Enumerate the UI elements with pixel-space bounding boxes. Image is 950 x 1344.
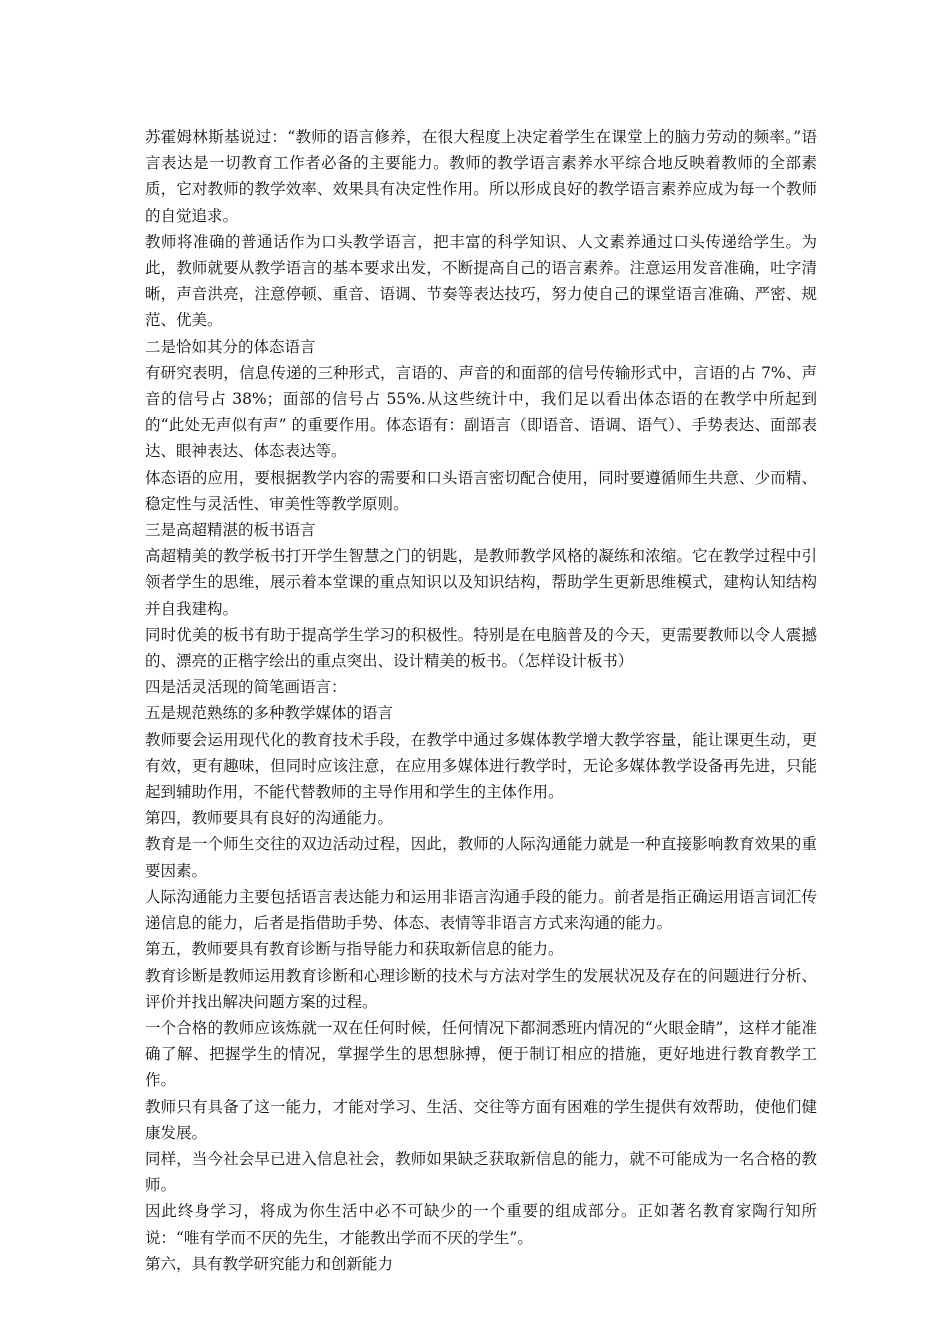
paragraph-oral-language: 教师将准确的普通话作为口头教学语言，把丰富的科学知识、人文素养通过口头传递给学生。为此，教师就要从教学语言的基本要求出发，不断提高自己的语言素养。注意运用发音准确，吐字清晰，声音洪亮，注意停顿、重音、语调、节奏等表达技巧，努力使自己的课堂语言准确、严密、规范、优美。 — [145, 232, 817, 330]
heading-research-innovation: 第六，具有教学研究能力和创新能力 — [145, 1254, 394, 1273]
paragraph-body-language-use: 体态语的应用，要根据教学内容的需要和口头语言密切配合使用，同时要遵循师生共意、少而精、稳定性与灵活性、审美性等教学原则。 — [145, 468, 817, 513]
document-body — [145, 124, 817, 1277]
paragraph-lifelong-learning: 因此终身学习，将成为你生活中必不可缺少的一个重要的组成部分。正如著名教育家陶行知所说：“唯有学而不厌的先生，才能教出学而不厌的学生”。 — [145, 1202, 817, 1247]
heading-multimedia-language: 五是规范熟练的多种教学媒体的语言 — [145, 704, 394, 723]
paragraph-intro-quote: 苏霍姆林斯基说过：“教师的语言修养，在很大程度上决定着学生在课堂上的脑力劳动的频率。”语言表达是一切教育工作者必备的主要能力。教师的教学语言素养水平综合地反映着教师的全部素质，它对教师的教学效率、效果具有决定性作用。所以形成良好的教学语言素养应成为每一个教师的自觉追求。 — [145, 128, 817, 225]
paragraph-body-language-research: 有研究表明，信息传递的三种形式，言语的、声音的和面部的信号传输形式中，言语的占 7%、声音的信号占 38%；面部的信号占 55%.从这些统计中，我们足以看出体态语的在教学中所起到的“此处无声似有声” 的重要作用。体态语有：副语言（即语音、语调、语气）、手势表达、面部表达、眼神表达、体态表达等。 — [145, 363, 817, 461]
paragraph-information-age: 同样，当今社会早已进入信息社会，教师如果缺乏获取新信息的能力，就不可能成为一名合格的教师。 — [145, 1149, 817, 1195]
paragraph-communication-process: 教育是一个师生交往的双边活动过程，因此，教师的人际沟通能力就是一种直接影响教育效果的重要因素。 — [145, 835, 817, 880]
heading-diagnosis: 第五，教师要具有教育诊断与指导能力和获取新信息的能力。 — [145, 940, 564, 959]
paragraph-blackboard-key: 高超精美的教学板书打开学生智慧之门的钥匙，是教师教学风格的凝练和浓缩。它在教学过程中引领者学生的思维，展示着本堂课的重点知识以及知识结构，帮助学生更新思维模式，建构认知结构并自我建构。 — [145, 547, 817, 618]
heading-communication: 第四，教师要具有良好的沟通能力。 — [145, 809, 394, 828]
heading-body-language: 二是恰如其分的体态语言 — [145, 337, 316, 356]
paragraph-communication-skills: 人际沟通能力主要包括语言表达能力和运用非语言沟通手段的能力。前者是指正确运用语言词汇传递信息的能力，后者是指借助手势、体态、表情等非语言方式来沟通的能力。 — [145, 887, 817, 933]
heading-sketch-language: 四是活灵活现的简笔画语言： — [145, 678, 347, 697]
paragraph-diagnosis-help: 教师只有具备了这一能力，才能对学习、生活、交往等方面有困难的学生提供有效帮助，使他们健康发展。 — [145, 1097, 817, 1142]
heading-blackboard-writing: 三是高超精湛的板书语言 — [145, 521, 316, 540]
paragraph-multimedia-use: 教师要会运用现代化的教育技术手段，在教学中通过多媒体教学增大教学容量，能让课更生动，更有效，更有趣味，但同时应该注意，在应用多媒体进行教学时，无论多媒体教学设备再先进，只能起到辅助作用，不能代替教师的主导作用和学生的主体作用。 — [145, 730, 817, 802]
paragraph-diagnosis-definition: 教育诊断是教师运用教育诊断和心理诊断的技术与方法对学生的发展状况及存在的问题进行分析、评价并找出解决问题方案的过程。 — [145, 966, 817, 1011]
paragraph-blackboard-motivation: 同时优美的板书有助于提高学生学习的积极性。特别是在电脑普及的今天，更需要教师以令人震撼的、漂亮的正楷字绘出的重点突出、设计精美的板书。（怎样设计板书） — [145, 625, 817, 671]
paragraph-diagnosis-eyes: 一个合格的教师应该炼就一双在任何时候，任何情况下都洞悉班内情况的“火眼金睛”，这样才能准确了解、把握学生的情况，掌握学生的思想脉搏，便于制订相应的措施，更好地进行教育教学工作。 — [145, 1018, 817, 1090]
